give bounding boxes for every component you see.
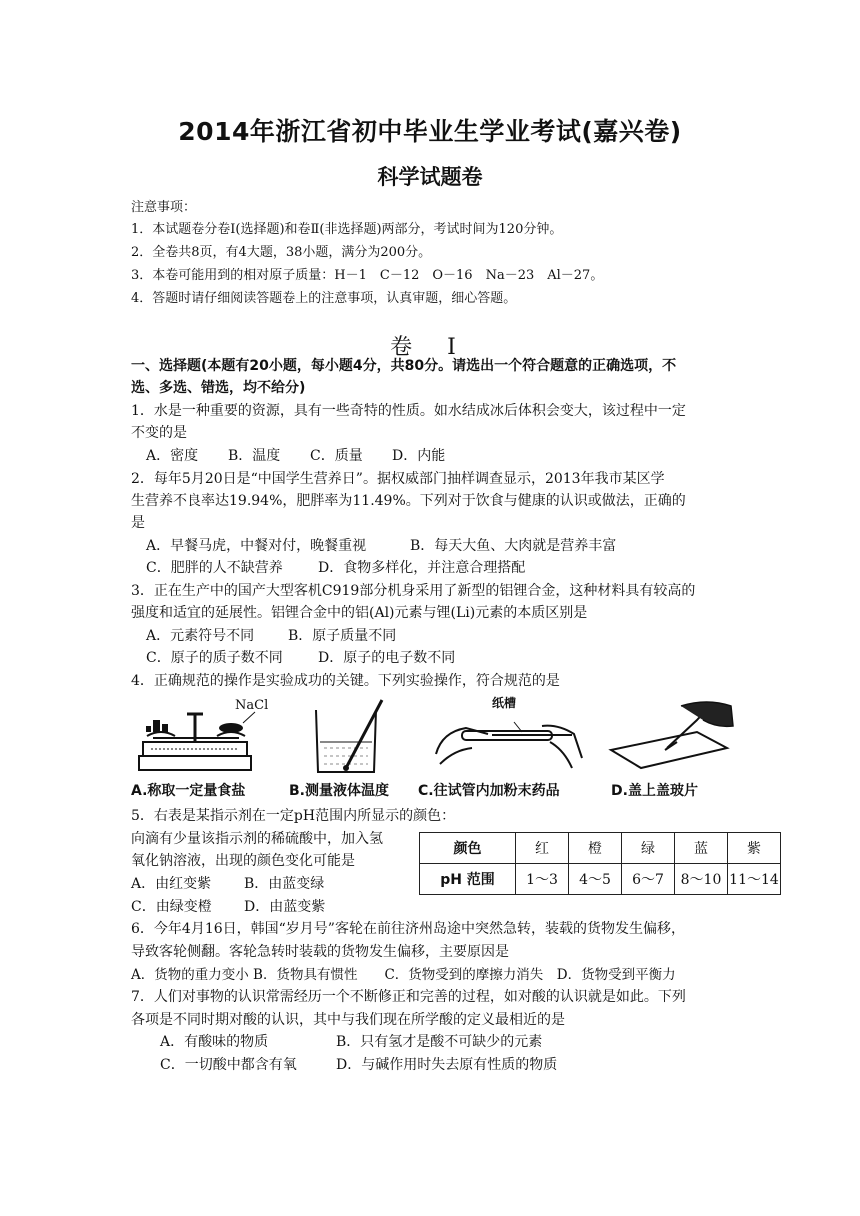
- question-3-text: 3．正在生产中的国产大型客机C919部分机身采用了新型的铝锂合金，这种材料具有较高的: [131, 583, 696, 599]
- nacl-label: NaCl: [235, 698, 269, 713]
- table-cell: 蓝: [675, 833, 728, 864]
- table-cell: 4～5: [569, 864, 622, 895]
- option-b: B．原子质量不同: [288, 628, 397, 644]
- question-3-text: 强度和适宜的延展性。铝锂合金中的铝(Al)元素与锂(Li)元素的本质区别是: [131, 605, 588, 621]
- table-row: [420, 833, 781, 864]
- ph-indicator-table: [419, 832, 781, 895]
- question-5-text: 5．右表是某指示剂在一定pH范围内所显示的颜色：: [131, 808, 456, 824]
- option-c: C．质量: [310, 448, 363, 464]
- option-b: B．温度: [228, 448, 281, 464]
- exam-subtitle: 科学试题卷: [377, 165, 483, 189]
- option-c: C．一切酸中都含有氧: [160, 1057, 297, 1073]
- option-c: C．肥胖的人不缺营养: [146, 560, 283, 576]
- option-a: A．元素符号不同: [146, 628, 255, 644]
- question-6-text: 6．今年4月16日，韩国“岁月号”客轮在前往济州岛途中突然急转，装载的货物发生偏移，: [131, 921, 685, 937]
- table-cell: 11～14: [728, 864, 781, 895]
- question-4-text: 4．正确规范的操作是实验成功的关键。下列实验操作，符合规范的是: [131, 673, 560, 689]
- table-cell: 绿: [622, 833, 675, 864]
- question-2-text: 是: [131, 515, 145, 531]
- table-cell: 8～10: [675, 864, 728, 895]
- option-d: D．由蓝变紫: [244, 899, 326, 915]
- question-1-text: 1．水是一种重要的资源，具有一些奇特的性质。如水结成冰后体积会变大，该过程中一定: [131, 403, 686, 419]
- question-2-text: 2．每年5月20日是“中国学生营养日”。据权威部门抽样调查显示，2013年我市某区学: [131, 471, 665, 487]
- question-2-text: 生营养不良率达19.94%，肥胖率为11.49%。下列对于饮食与健康的认识或做法，正确的: [131, 493, 686, 509]
- question-6-text: 导致客轮侧翻。客轮急转时装载的货物发生偏移，主要原因是: [131, 944, 509, 960]
- option-d: D．原子的电子数不同: [318, 650, 456, 666]
- option-a: A．由红变紫: [131, 876, 212, 892]
- section-instructions: 一、选择题(本题有20小题，每小题4分，共80分。请选出一个符合题意的正确选项，不: [131, 358, 677, 374]
- question-1-text: 不变的是: [131, 425, 187, 441]
- table-cell: 1～3: [516, 864, 569, 895]
- option-c: C．由绿变橙: [131, 899, 212, 915]
- option-a: A．早餐马虎，中餐对付，晚餐重视: [146, 538, 367, 554]
- notice-item: 2．全卷共8页，有4大题，38小题，满分为200分。: [131, 245, 432, 260]
- question-7-text: 7．人们对事物的认识常需经历一个不断修正和完善的过程，如对酸的认识就是如此。下列: [131, 989, 686, 1005]
- table-cell: 紫: [728, 833, 781, 864]
- notice-heading: 注意事项：: [131, 200, 197, 215]
- option-d: D．食物多样化，并注意合理搭配: [318, 560, 526, 576]
- notice-item: 4．答题时请仔细阅读答题卷上的注意事项，认真审题，细心答题。: [131, 291, 517, 306]
- option-b: B．由蓝变绿: [244, 876, 325, 892]
- option-c: C．原子的质子数不同: [146, 650, 283, 666]
- table-cell: 6～7: [622, 864, 675, 895]
- figure-caption-c: C.往试管内加粉末药品: [418, 783, 560, 799]
- question-6-options: A．货物的重力变小 B．货物具有惯性 C．货物受到的摩擦力消失 D．货物受到平衡力: [131, 967, 676, 983]
- figure-caption-d: D.盖上盖玻片: [611, 783, 698, 799]
- table-cell: 橙: [569, 833, 622, 864]
- option-b: B．每天大鱼、大肉就是营养丰富: [410, 538, 617, 554]
- option-b: B．只有氢才是酸不可缺少的元素: [336, 1034, 543, 1050]
- option-d: D．与碱作用时失去原有性质的物质: [336, 1057, 558, 1073]
- notice-item: 1．本试题卷分卷Ⅰ(选择题)和卷Ⅱ(非选择题)两部分，考试时间为120分钟。: [131, 222, 563, 237]
- section-title: 卷 Ⅰ: [390, 335, 470, 360]
- table-header-color: 颜色: [420, 833, 516, 864]
- notice-item: 3．本卷可能用到的相对原子质量：H－1 C－12 O－16 Na－23 Al－27。: [131, 268, 604, 283]
- figure-caption-b: B.测量液体温度: [289, 783, 389, 799]
- question-5-text: 氧化钠溶液，出现的颜色变化可能是: [131, 853, 355, 869]
- table-row: [420, 864, 781, 895]
- paper-trough-label: 纸槽: [492, 696, 517, 710]
- option-a: A．有酸味的物质: [160, 1034, 269, 1050]
- figure-caption-a: A.称取一定量食盐: [131, 783, 246, 799]
- question-5-text: 向滴有少量该指示剂的稀硫酸中，加入氢: [131, 831, 383, 847]
- exam-title: 2014年浙江省初中毕业生学业考试(嘉兴卷): [178, 117, 682, 146]
- section-instructions: 选、多选、错选，均不给分): [131, 380, 306, 396]
- option-d: D．内能: [392, 448, 446, 464]
- table-header-ph: pH 范围: [420, 864, 516, 895]
- option-a: A．密度: [146, 448, 199, 464]
- question-7-text: 各项是不同时期对酸的认识，其中与我们现在所学酸的定义最相近的是: [131, 1012, 565, 1028]
- table-cell: 红: [516, 833, 569, 864]
